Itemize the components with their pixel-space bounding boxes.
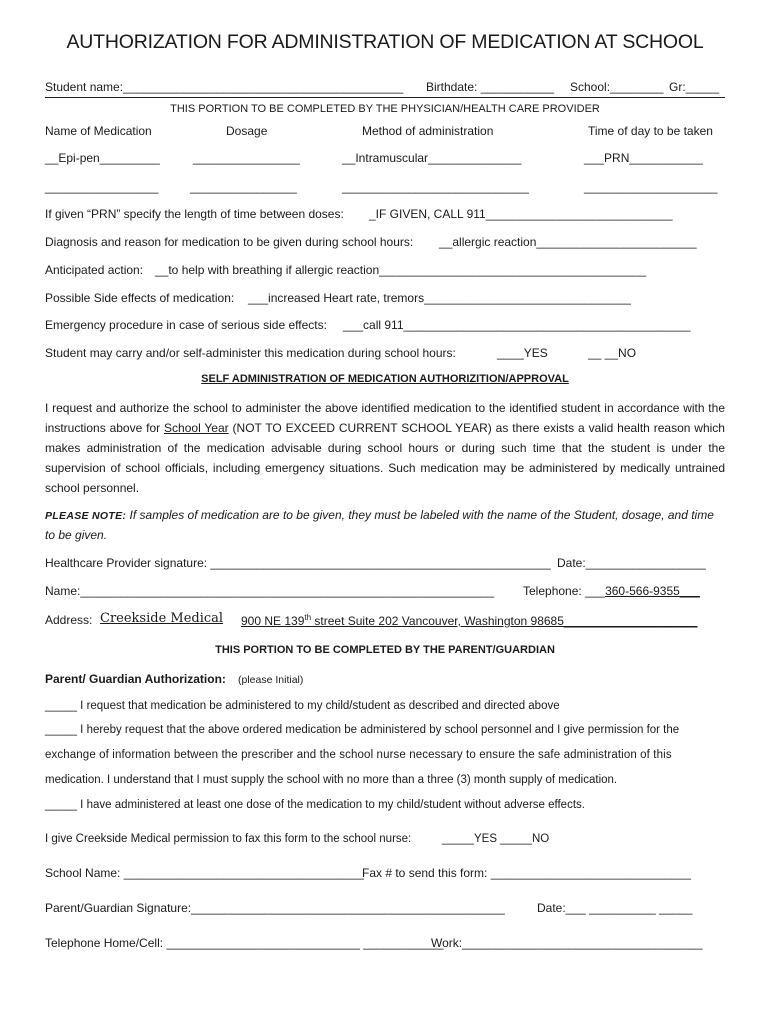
- parent-section-heading: THIS PORTION TO BE COMPLETED BY THE PARENT/GUARDIAN: [215, 644, 555, 656]
- telephone-value: 360-566-9355___: [605, 584, 700, 598]
- fax-permission-yes[interactable]: _____YES: [442, 833, 497, 845]
- side-effects-label: Possible Side effects of medication:: [45, 291, 235, 305]
- col-header-time: Time of day to be taken: [588, 124, 713, 138]
- address-street-a: 900 NE 139: [241, 614, 305, 628]
- authorization-text-b: (NOT TO EXCEED CURRENT SCHOOL YEAR) as there exists a valid health reason which makes administration of the medication advisable during school hours or during such time that the student is under the supervision of school officials, including emergency situations. Such medication may be administered by medically untrained school personnel.: [45, 421, 725, 495]
- col-header-medication: Name of Medication: [45, 124, 152, 138]
- medication-row2-time[interactable]: ____________________: [584, 180, 718, 194]
- self-carry-label: Student may carry and/or self-administer this medication during school hours:: [45, 346, 456, 360]
- address-clinic[interactable]: Creekside Medical: [100, 611, 224, 626]
- self-admin-heading: SELF ADMINISTRATION OF MEDICATION AUTHORIZITION/APPROVAL: [201, 373, 569, 385]
- parent-signature-field[interactable]: Parent/Guardian Signature:_______________________________________________: [45, 901, 505, 915]
- please-note-label: PLEASE NOTE:: [45, 510, 127, 522]
- medication-row1-dosage[interactable]: ________________: [193, 151, 300, 165]
- medication-row1-method[interactable]: __Intramuscular______________: [342, 151, 522, 165]
- fax-permission-label: I give Creekside Medical permission to fax this form to the school nurse:: [45, 833, 412, 845]
- home-phone-field[interactable]: Telephone Home/Cell: _____________________________ ____________: [45, 936, 444, 950]
- address-street-sup: th: [304, 613, 312, 622]
- parent-item-2-continued-a: exchange of information between the prescriber and the school nurse necessary to ensure the safe administration of this: [45, 749, 672, 761]
- self-carry-yes[interactable]: ____YES: [497, 346, 548, 360]
- diagnosis-label: Diagnosis and reason for medication to be given during school hours:: [45, 235, 414, 249]
- provider-date-field[interactable]: Date:__________________: [557, 556, 706, 570]
- parent-auth-label: Parent/ Guardian Authorization:: [45, 672, 226, 686]
- parent-date-field[interactable]: Date:___ __________ _____: [537, 901, 693, 915]
- prn-label: If given “PRN” specify the length of time between doses:: [45, 207, 344, 221]
- parent-initial-item-1[interactable]: _____ I request that medication be administered to my child/student as described and directed above: [45, 700, 560, 712]
- emergency-label: Emergency procedure in case of serious side effects:: [45, 318, 327, 332]
- fax-permission-no[interactable]: _____NO: [500, 833, 550, 845]
- medication-row2-method[interactable]: ____________________________: [342, 180, 529, 194]
- parent-initial-item-3[interactable]: _____ I have administered at least one dose of the medication to my child/student without adverse effects.: [45, 799, 585, 811]
- provider-name-field[interactable]: Name:______________________________________________________________: [45, 584, 495, 598]
- parent-initial-item-2[interactable]: _____ I hereby request that the above ordered medication be administered by school personnel and I give permission for the: [45, 724, 680, 736]
- work-phone-field[interactable]: Work:____________________________________: [431, 936, 703, 950]
- form-title: AUTHORIZATION FOR ADMINISTRATION OF MEDICATION AT SCHOOL: [66, 31, 704, 53]
- medication-row1-time[interactable]: ___PRN___________: [584, 151, 703, 165]
- medication-row2-dosage[interactable]: ________________: [190, 180, 297, 194]
- col-header-dosage: Dosage: [226, 124, 268, 138]
- address-street[interactable]: [241, 613, 697, 628]
- medication-row1-name[interactable]: __Epi-pen_________: [45, 151, 160, 165]
- provider-telephone-field[interactable]: [523, 584, 700, 598]
- fax-number-field[interactable]: Fax # to send this form: ______________________________: [362, 866, 691, 880]
- anticipated-field[interactable]: __to help with breathing if allergic reaction________________________________________: [155, 263, 647, 277]
- authorization-text-a: I request and authorize the school to administer the above identified medication to the identified student in accordance with the instructions above for: [45, 401, 725, 435]
- grade-field[interactable]: Gr:_____: [669, 80, 720, 94]
- parent-item-2-continued-b: medication. I understand that I must supply the school with no more than a three (3) month supply of medication.: [45, 774, 618, 786]
- birthdate-field[interactable]: Birthdate: ___________: [426, 80, 555, 94]
- telephone-label: Telephone: ___: [523, 584, 606, 598]
- diagnosis-field[interactable]: __allergic reaction________________________: [439, 235, 697, 249]
- prn-field[interactable]: _IF GIVEN, CALL 911____________________________: [369, 207, 673, 221]
- authorization-paragraph: [45, 398, 725, 498]
- provider-signature-field[interactable]: Healthcare Provider signature: ___________________________________________________: [45, 556, 551, 570]
- school-name-field[interactable]: School Name: ____________________________________: [45, 866, 364, 880]
- address-street-b: street Suite 202 Vancouver, Washington 98685____________________: [311, 614, 698, 628]
- please-note-text: If samples of medication are to be given, they must be labeled with the name of the Student, dosage, and time to be given.: [45, 508, 714, 542]
- self-carry-no[interactable]: __ __NO: [588, 346, 637, 360]
- please-note: [45, 506, 725, 545]
- side-effects-field[interactable]: ___increased Heart rate, tremors_______________________________: [248, 291, 631, 305]
- emergency-field[interactable]: ___call 911___________________________________________: [343, 318, 691, 332]
- school-field[interactable]: School:________: [570, 80, 664, 94]
- student-name-field[interactable]: Student name:__________________________________________: [45, 80, 404, 94]
- address-label: Address:: [45, 613, 93, 627]
- header-divider: [45, 97, 725, 98]
- medication-row2-name[interactable]: _________________: [45, 180, 159, 194]
- authorization-period: School Year: [164, 421, 229, 435]
- anticipated-label: Anticipated action:: [45, 263, 144, 277]
- col-header-method: Method of administration: [362, 124, 494, 138]
- physician-section-heading: THIS PORTION TO BE COMPLETED BY THE PHYSICIAN/HEALTH CARE PROVIDER: [170, 103, 600, 115]
- parent-auth-hint: (please Initial): [238, 674, 304, 686]
